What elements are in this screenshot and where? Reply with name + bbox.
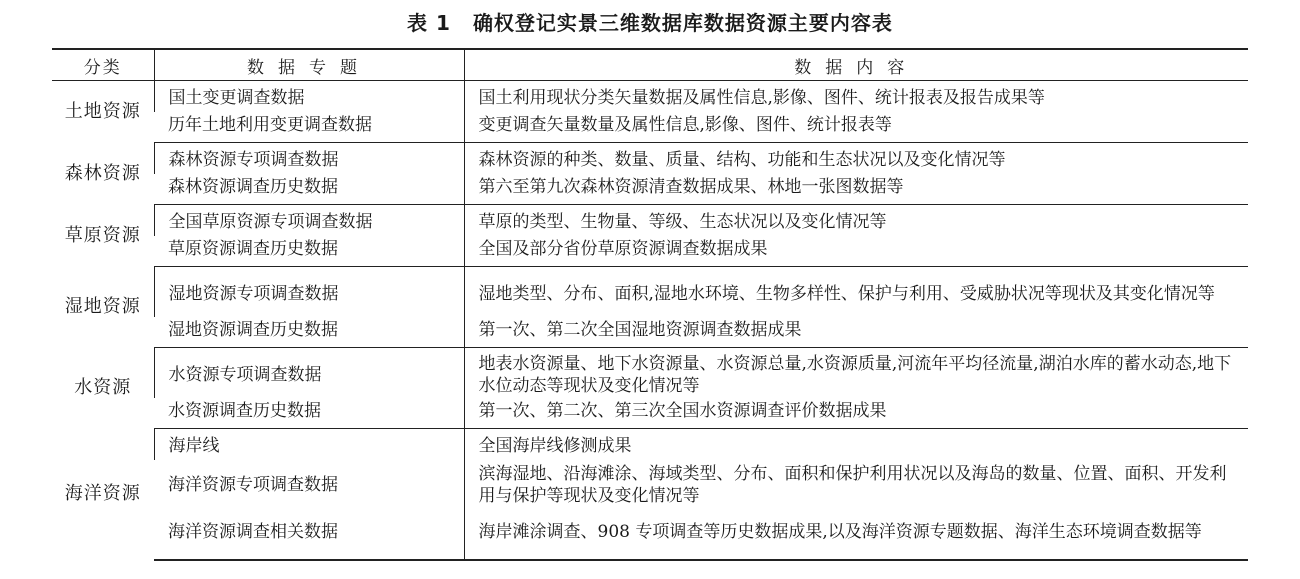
content-cell: 海岸滩涂调查、908 专项调查等历史数据成果,以及海洋资源专题数据、海洋生态环境调查数据等 [464,510,1248,560]
topic-cell: 海岸线 [154,429,464,460]
category-cell: 森林资源 [64,162,141,184]
header-category: 分类 [52,49,154,81]
table-row [52,143,1248,174]
topic-cell: 国土变更调查数据 [154,81,464,112]
table-row [52,267,1248,317]
table-row [52,510,1248,560]
category-cell: 草原资源 [64,224,141,246]
table-row [52,112,1248,143]
table-row [52,460,1248,510]
table-row [52,429,1248,460]
topic-cell: 海洋资源调查相关数据 [154,510,464,560]
topic-cell: 森林资源专项调查数据 [154,143,464,174]
table-caption [0,10,1300,36]
content-cell: 变更调查矢量数量及属性信息,影像、图件、统计报表等 [464,112,1248,143]
resource-content-table [52,48,1248,561]
table-number: 表 1 [407,11,451,35]
header-topic: 数据专题 [154,49,464,81]
topic-cell: 湿地资源专项调查数据 [154,267,464,317]
table-row [52,205,1248,236]
content-cell: 国土利用现状分类矢量数据及属性信息,影像、图件、统计报表及报告成果等 [464,81,1248,112]
content-cell: 第六至第九次森林资源清查数据成果、林地一张图数据等 [464,174,1248,205]
table-row [52,317,1248,348]
topic-cell: 水资源专项调查数据 [154,348,464,398]
content-cell: 草原的类型、生物量、等级、生态状况以及变化情况等 [464,205,1248,236]
topic-cell: 草原资源调查历史数据 [154,236,464,267]
topic-cell: 海洋资源专项调查数据 [168,474,338,495]
table-row [52,348,1248,398]
topic-cell: 全国草原资源专项调查数据 [154,205,464,236]
topic-cell: 历年土地利用变更调查数据 [154,112,464,143]
topic-cell: 水资源调查历史数据 [154,398,464,429]
content-cell: 第一次、第二次全国湿地资源调查数据成果 [464,317,1248,348]
table-row [52,398,1248,429]
category-cell: 湿地资源 [64,296,141,317]
table-row [52,81,1248,112]
category-cell: 土地资源 [64,100,141,122]
table-row [52,236,1248,267]
topic-cell: 湿地资源调查历史数据 [154,317,464,348]
content-cell: 地表水资源量、地下水资源量、水资源总量,水资源质量,河流年平均径流量,湖泊水库的蓄水动态,地下水位动态等现状及变化情况等 [464,348,1248,398]
content-cell: 全国海岸线修测成果 [464,429,1248,460]
category-cell: 水资源 [74,377,132,398]
content-cell: 全国及部分省份草原资源调查数据成果 [464,236,1248,267]
table-header-row [52,49,1248,81]
content-cell: 第一次、第二次、第三次全国水资源调查评价数据成果 [464,398,1248,429]
content-cell: 湿地类型、分布、面积,湿地水环境、生物多样性、保护与利用、受威胁状况等现状及其变化情况等 [464,267,1248,317]
header-content: 数据内容 [464,49,1248,81]
content-cell: 滨海湿地、沿海滩涂、海域类型、分布、面积和保护利用状况以及海岛的数量、位置、面积、开发利用与保护等现状及变化情况等 [464,460,1248,510]
table-title: 确权登记实景三维数据库数据资源主要内容表 [472,11,893,35]
topic-cell: 森林资源调查历史数据 [154,174,464,205]
content-cell: 森林资源的种类、数量、质量、结构、功能和生态状况以及变化情况等 [464,143,1248,174]
table-row [52,174,1248,205]
category-cell: 海洋资源 [64,483,141,504]
